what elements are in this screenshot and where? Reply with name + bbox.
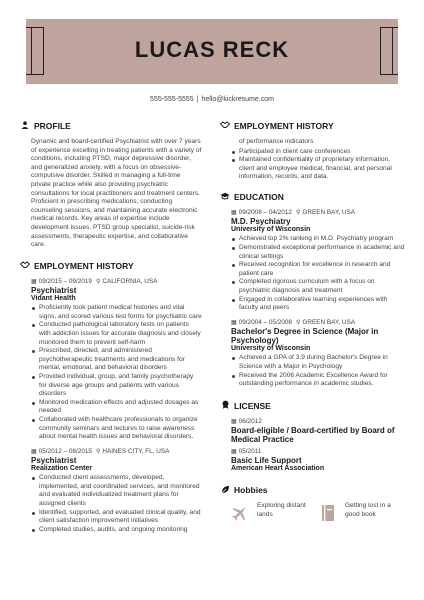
profile-text: Dynamic and board-certified Psychiatrist with over 7 years of experience excelling in treating patients with a variety of conditions, including PTSD, major depressive disorder, and generalized anxiety, with a focus on obsessive-compulsive disorder. Skilled in managing a full-time private practice while also providing psychiatric consultations for local practitioners and treatment centers. Proficient in prescribing medications, conducting counseling sessions, and maintaining accurate electronic medical records. Key areas of expertise include development issues, PTSD group specialist, suicide-risk assessments, therapeutic expertise, and collaborative care. [31,138,202,249]
list-item: Proficiently took patient medical histories and vital signs, and scored various test forms for psychiatric care [31,304,202,321]
handshake-icon [219,121,231,131]
list-item: Conducted pathological laboratory tests on patients with addiction issues for accurate diagnosis and closely monitored them to prevent self-harm [31,321,202,347]
hobbies-heading [219,484,405,496]
contact-line [0,96,424,103]
profile-title: PROFILE [34,121,71,131]
employment-heading [19,260,202,272]
list-item: Monitored medication effects and adjusted dosages as needed [31,399,202,416]
graduation-cap-icon [219,192,231,202]
school-name: University of Wisconsin [231,344,311,352]
education-bullets [231,235,405,312]
profile-section [19,120,202,250]
email-address[interactable]: hello@kickresume.com [201,96,274,103]
education-bullets [231,354,405,388]
list-item [319,502,407,522]
job-location: CALIFORNIA, USA [102,278,158,286]
education-entry [219,209,405,313]
contact-separator: | [196,96,199,103]
hobbies-title: Hobbies [234,485,268,496]
list-item: Received recognition for excellence in research and patient care [231,261,405,278]
job-bullets [31,474,202,534]
license-entry [219,448,405,474]
location-pin-icon: ⚲ [95,449,101,456]
calendar-icon: ▦ [231,210,237,217]
job-meta [31,448,202,456]
left-column [19,120,202,534]
hobbies-list [219,502,405,522]
header-frame-line [380,74,398,75]
license-date: 06/2012 [238,418,262,426]
education-location: GREEN BAY, USA [302,319,356,327]
employment-continued-heading [219,120,405,132]
license-meta [231,418,405,426]
right-column [219,120,405,522]
rosette-icon [219,400,231,411]
phone-number: 555-555-5555 [150,96,194,103]
leaf-icon [219,485,231,496]
header-banner [26,19,398,84]
calendar-icon: ▦ [231,419,237,426]
job-dates: 09/2015 – 09/2019 [38,278,92,286]
employment-continued-section [219,120,405,182]
license-entry [219,418,405,444]
license-date: 05/2011 [238,448,262,456]
education-section [219,191,405,389]
employment-continued-title: EMPLOYMENT HISTORY [234,121,334,131]
job-location: HAINES CITY, FL, USA [102,448,170,456]
license-issuer: American Heart Association [231,464,325,472]
license-heading [219,400,405,412]
license-meta [231,448,405,456]
continued-line: of performance indicators [239,138,314,145]
location-pin-icon: ⚲ [95,279,101,286]
calendar-icon: ▦ [231,449,237,456]
list-item: Maintained confidentiality of proprietary information, client and employee medical, financial, and personal information, records, and data. [231,156,405,182]
calendar-icon: ▦ [31,279,37,286]
job-bullets [31,304,202,442]
license-section [219,400,405,474]
education-meta [231,319,405,327]
education-location: GREEN BAY, USA [302,209,356,217]
license-name: Basic Life Support [231,455,302,465]
license-title: LICENSE [234,400,271,411]
job-title: Psychiatrist [31,455,77,465]
list-item: Achieved top 2% ranking in M.D. Psychiatry program [231,235,405,244]
school-name: University of Wisconsin [231,225,311,233]
education-meta [231,209,405,217]
header-frame-line [26,27,44,28]
calendar-icon: ▦ [231,320,237,327]
education-dates: 09/2004 – 05/2008 [238,319,292,327]
list-item: Received the 2006 Academic Excellence Award for outstanding performance in academic studies. [231,372,405,389]
education-heading [219,191,405,203]
job-entry [19,278,202,442]
location-pin-icon: ⚲ [295,210,301,217]
list-item: Engaged in collaborative learning experiences with faculty and peers [231,296,405,313]
job-meta [31,278,202,286]
profile-heading [19,120,202,132]
header-frame-line [380,27,398,28]
education-title: EDUCATION [234,191,284,202]
header-frame-line [26,74,44,75]
list-item: Conducted client assessments, developed, implemented, and coordinated services, and monitored and evaluated individualized treatment plans for assigned clients [31,474,202,508]
job-title: Psychiatrist [31,285,77,295]
list-item: Completed rigorous curriculum with a focus on psychiatric diagnosis and treatment [231,278,405,295]
continued-bullets [231,148,405,182]
job-employer: Realization Center [31,464,93,472]
hobby-text: Getting lost in a good book [345,502,391,518]
employment-section [19,260,202,535]
list-item: Provided individual, group, and family psychotherapy for diverse age groups and patients with various disorders [31,373,202,399]
list-item: Collaborated with healthcare professionals to organize community seminars and lectures to raise awareness about mental health issues and behavioral disorders. [31,416,202,442]
job-employer: Vidant Health [31,294,76,302]
list-item: Demonstrated exceptional performance in academic and clinical settings [231,244,405,261]
list-item [231,502,319,522]
list-item: Participated in client care conferences [231,148,405,157]
license-name: Board-eligible / Board-certified by Board of Medical Practice [231,425,395,444]
list-item: Achieved a GPA of 3.9 during Bachelor's Degree in Science with a Major in Psychology [231,354,405,371]
hobbies-section [219,484,405,522]
degree-title: M.D. Psychiatry [231,216,291,226]
person-icon [19,121,31,131]
book-icon [319,504,337,522]
list-item: Identified, supported, and evaluated clinical quality, and client satisfaction improvement initiatives [31,509,202,526]
education-dates: 09/2008 – 04/2012 [238,209,292,217]
degree-title: Bachelor's Degree in Science (Major in Psychology) [231,326,379,345]
job-entry [19,448,202,535]
hobby-text: Exploring distant lands [257,502,306,518]
list-item: Completed studies, audits, and ongoing monitoring [31,526,202,535]
education-entry [219,319,405,389]
calendar-icon: ▦ [31,449,37,456]
candidate-name: LUCAS RECK [134,37,290,62]
job-dates: 05/2012 – 08/2015 [38,448,92,456]
airplane-icon [231,504,249,522]
location-pin-icon: ⚲ [295,320,301,327]
handshake-icon [19,261,31,271]
employment-title: EMPLOYMENT HISTORY [34,260,134,271]
list-item: Prescribed, directed, and administered psychotherapeutic treatments and medications for mental, emotional, and behavioral disorders [31,347,202,373]
